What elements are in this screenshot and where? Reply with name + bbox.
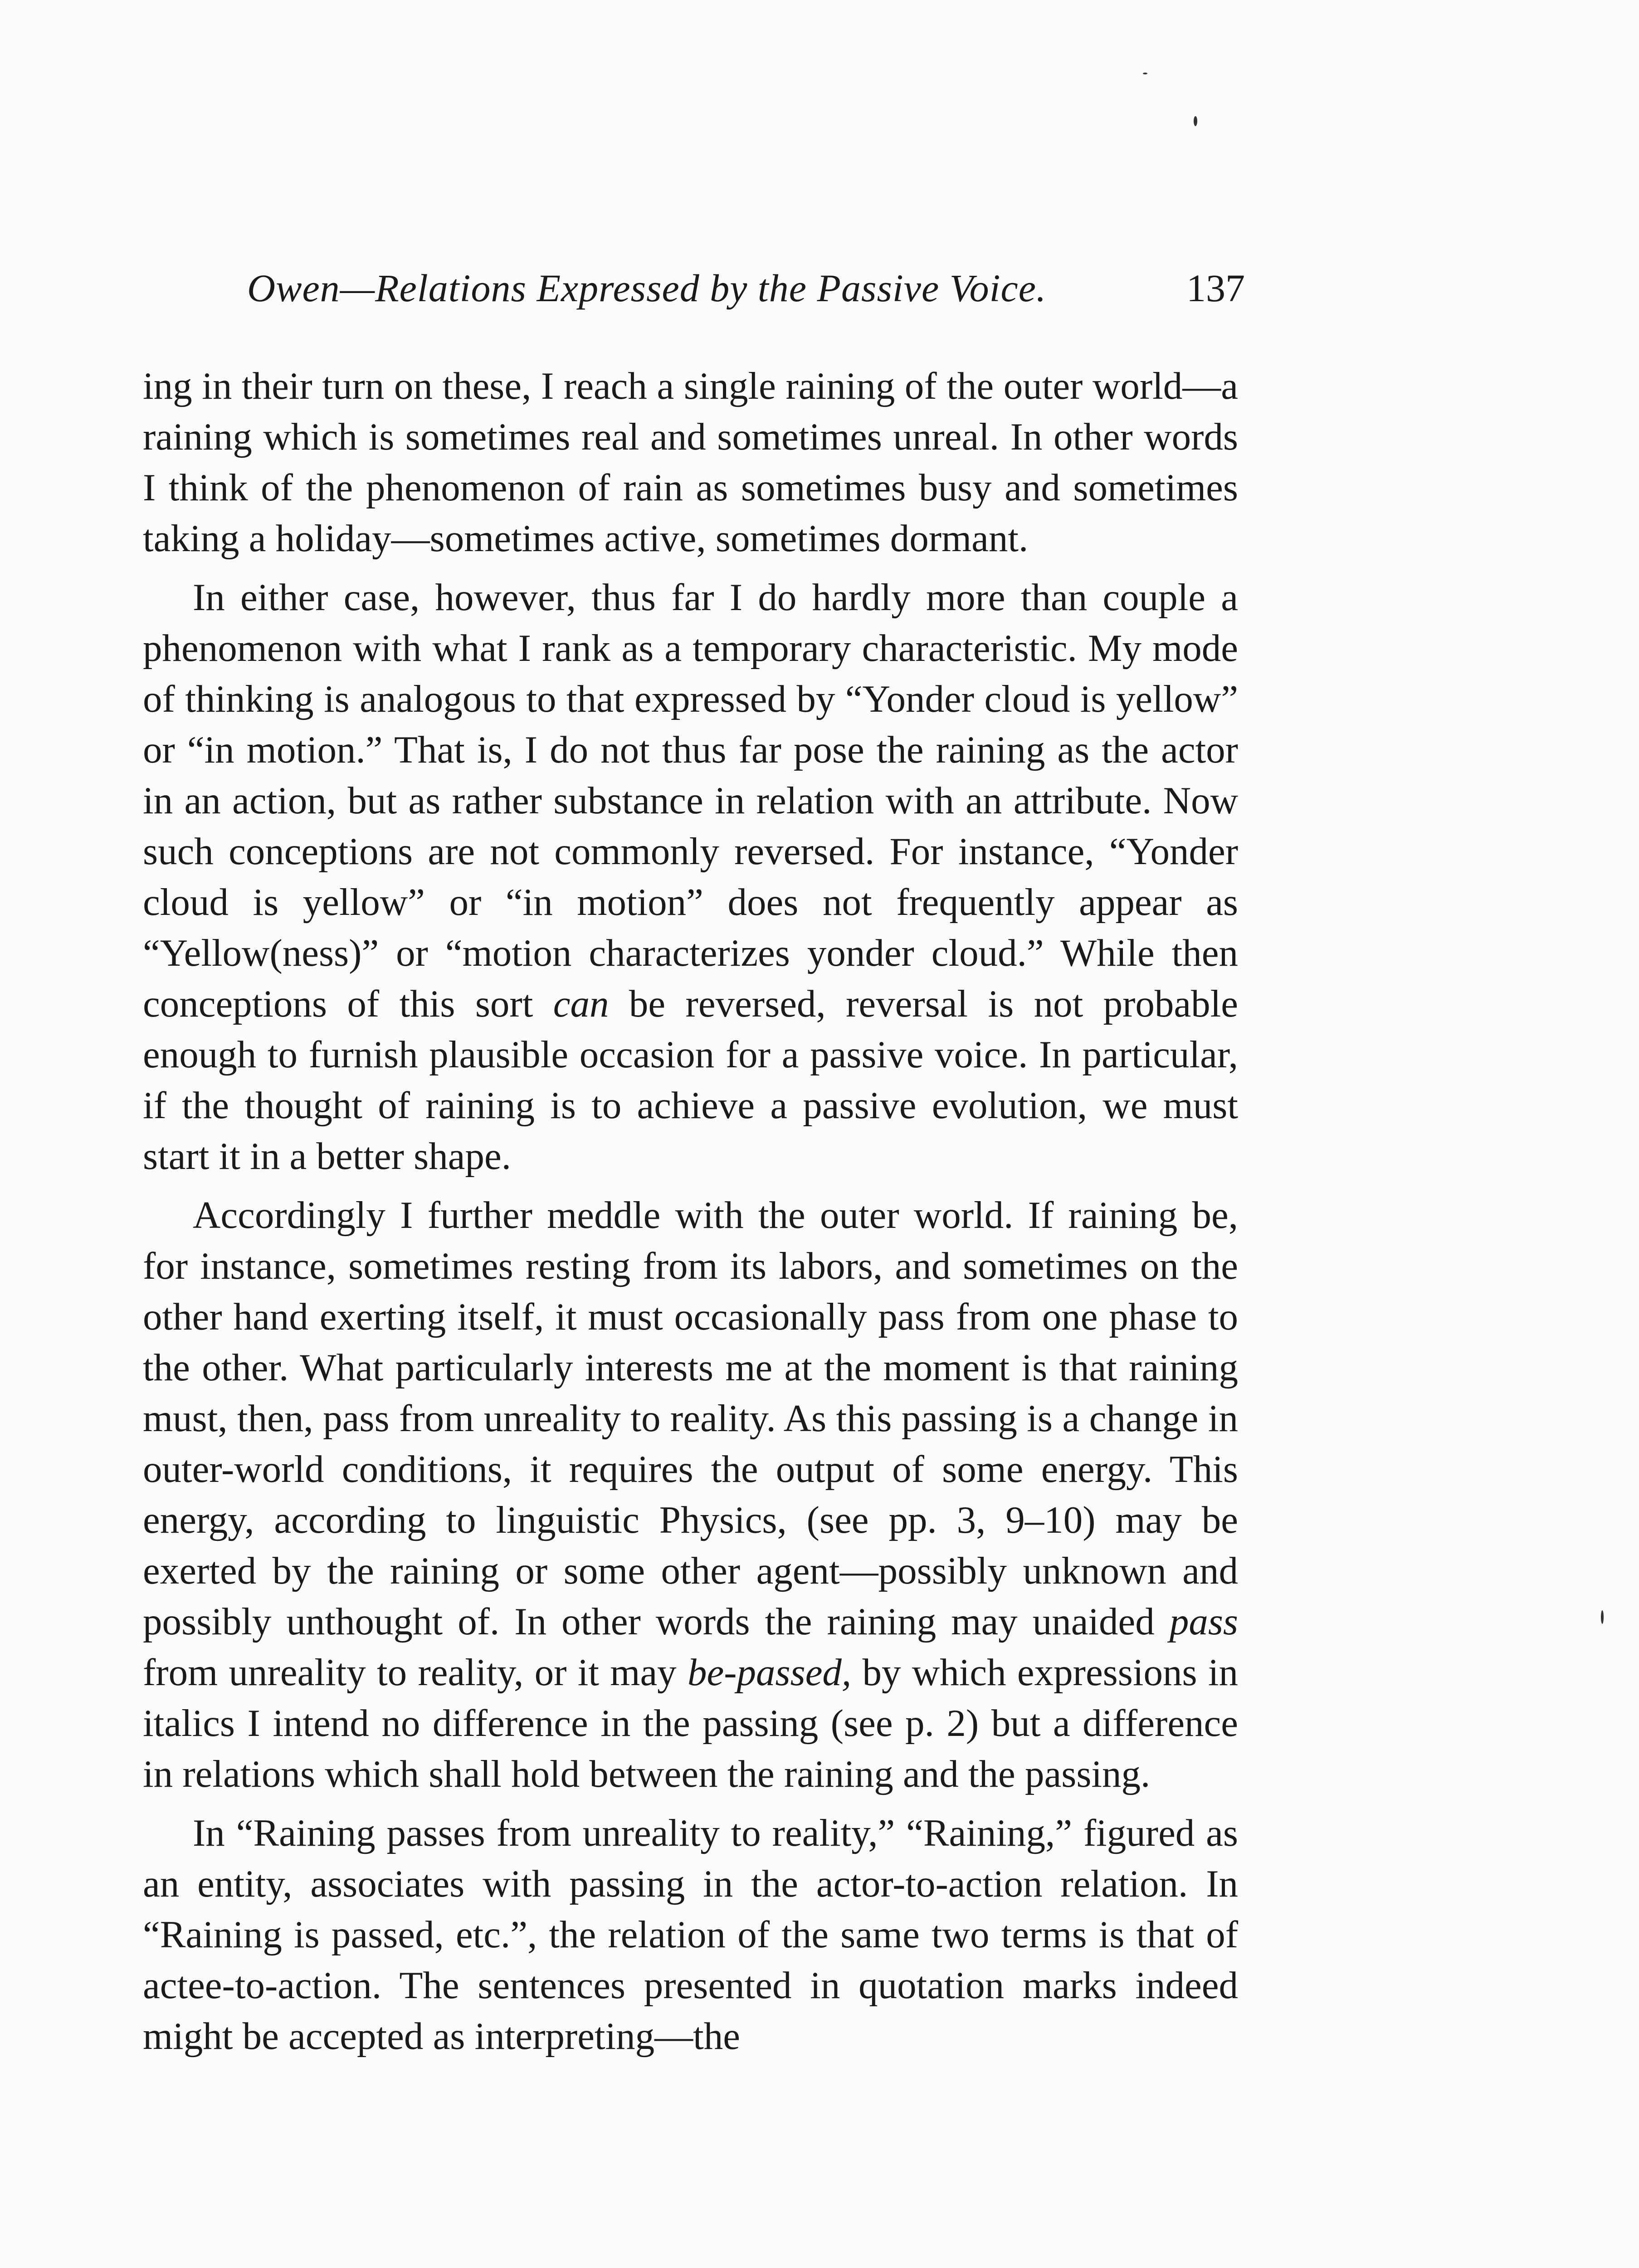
- text-run: ing in their turn on these, I reach a single raining of the outer world—a raining which is sometimes real and sometimes unreal. In other words I think of the phenomenon of rain as sometimes busy and sometimes taking a holiday—sometimes active, sometimes dormant.: [143, 365, 1238, 560]
- text-run: from unreality to reality, or it may: [143, 1651, 688, 1694]
- running-title: Owen—Relations Expressed by the Passive Voice.: [247, 266, 1047, 310]
- page-header: [247, 256, 1245, 320]
- text-run: In either case, however, thus far I do hardly more than couple a phenomenon with what I rank as a temporary characteristic. My mode of thinking is analogous to that expressed by “Yonder cloud is yellow” or “in motion.” That is, I do not thus far pose the raining as the actor in an action, but as rather substance in relation with an attribute. Now such conceptions are not commonly reversed. For instance, “Yonder cloud is yellow” or “in motion” does not frequently appear as “Yellow(ness)” or “motion characterizes yonder cloud.” While then conceptions of this sort: [143, 576, 1238, 1025]
- text-run: by which expressions in italics I intend no difference in the passing (see p. 2) but a difference in relations which shall hold between the raining and the passing.: [143, 1651, 1238, 1795]
- text-run: be reversed, reversal is not probable enough to furnish plausible occasion for a passive voice. In particular, if the thought of raining is to achieve a passive evolution, we must start it in a better shape.: [143, 982, 1238, 1178]
- paragraph-4: [143, 1808, 1238, 2062]
- scan-speck: [1143, 73, 1147, 74]
- text-run: In “Raining passes from unreality to reality,” “Raining,” figured as an entity, associates with passing in the actor-to-action relation. In “Raining is passed, etc.”, the relation of the same two terms is that of actee-to-action. The sentences presented in quotation marks indeed might be accepted as interpreting—the: [143, 1812, 1238, 2058]
- paragraph-1: [143, 361, 1238, 564]
- scan-speck: [1601, 1610, 1604, 1624]
- italic-text-run: can: [553, 982, 609, 1025]
- paragraph-2: [143, 572, 1238, 1182]
- body-text: [143, 361, 1238, 2070]
- italic-text-run: pass: [1169, 1600, 1238, 1643]
- scan-speck: [1194, 116, 1197, 126]
- italic-text-run: be-passed,: [688, 1651, 852, 1694]
- page-number: 137: [1186, 266, 1245, 310]
- text-run: Accordingly I further meddle with the outer world. If raining be, for instance, sometimes resting from its labors, and sometimes on the other hand exerting itself, it must occasionally pass from one phase to the other. What particularly interests me at the moment is that raining must, then, pass from unreality to reality. As this passing is a change in outer-world conditions, it requires the output of some energy. This energy, according to linguistic Physics, (see pp. 3, 9–10) may be exerted by the raining or some other agent—possibly unknown and possibly unthought of. In other words the raining may unaided: [143, 1194, 1238, 1643]
- paragraph-3: [143, 1190, 1238, 1799]
